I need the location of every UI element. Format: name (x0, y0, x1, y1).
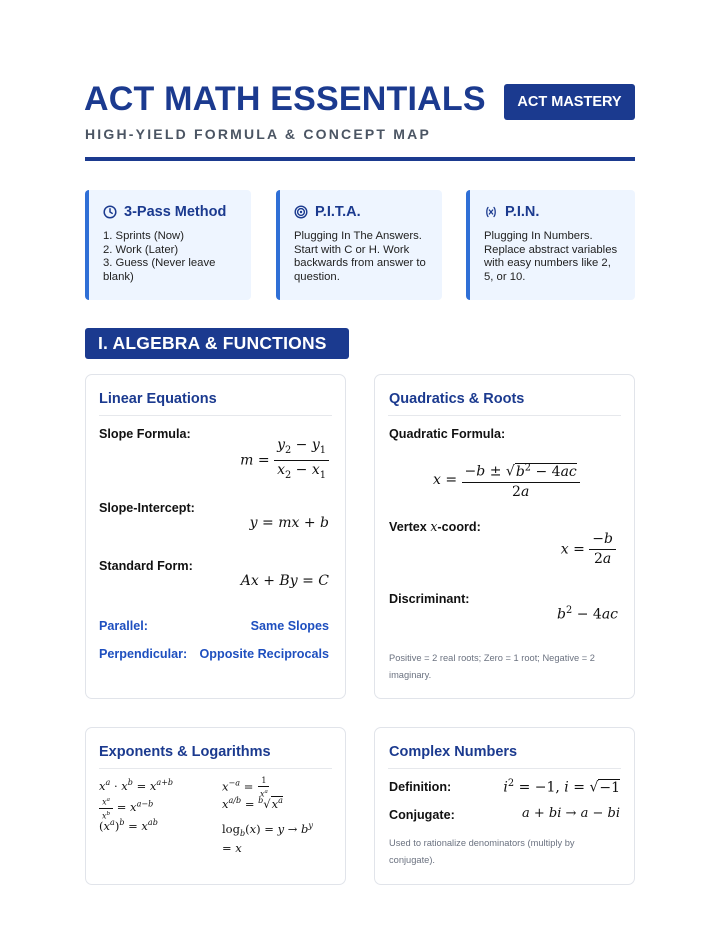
tip-body: 1. Sprints (Now) 2. Work (Later) 3. Guess (Never leave blank) (103, 230, 216, 283)
tip-title: 3-Pass Method (124, 204, 227, 220)
card-title: Quadratics & Roots (389, 391, 525, 407)
rational-exponent-formula: $x^{a/b} = ^b√x^a$ (222, 796, 283, 811)
tip-body: Plugging In The Answers. Start with C or H. Work backwards from answer to question. (294, 230, 426, 283)
standard-form-formula: Ax + By = C (240, 573, 329, 589)
linear-equations-card (85, 374, 346, 699)
page-subtitle: HIGH-YIELD FORMULA & CONCEPT MAP (85, 126, 431, 142)
quadratic-formula-label: Quadratic Formula: (389, 427, 506, 441)
slope-intercept-formula: y = mx + b (249, 515, 329, 531)
act-mastery-badge: ACT MASTERY (504, 84, 635, 120)
negative-exponent-formula: $x^{-a}$ = $\frac{1}{x^a}$ (222, 776, 268, 799)
exponents-logarithms-card (85, 727, 346, 885)
power-rule-formula: $(x^a)^b = x^{ab}$ (99, 818, 158, 833)
standard-form-label: Standard Form: (99, 559, 193, 573)
conjugate-formula: a + bi → a − bi (522, 806, 620, 821)
card-divider (388, 415, 621, 416)
product-rule-formula: $x^a \cdot x^b = x^{a+b}$ (99, 778, 174, 793)
definition-label: Definition: (389, 780, 452, 794)
header-divider (85, 157, 635, 161)
parallel-label: Parallel: (99, 619, 149, 633)
complex-numbers-card (374, 727, 635, 885)
page-title: ACT MATH ESSENTIALS (84, 80, 486, 118)
card-divider (99, 415, 332, 416)
card-title: Exponents & Logarithms (99, 744, 271, 760)
tip-card-3-pass (85, 190, 251, 300)
tip-card-pin (466, 190, 635, 300)
definition-formula: $i^2 = -1$, i = √−1 (503, 778, 620, 796)
clock-icon (103, 205, 117, 219)
quotient-rule-formula: $\frac{x^a}{x^b}$ = $x^{a-b}$ (99, 796, 153, 820)
tip-card-pita (276, 190, 442, 300)
card-divider (388, 768, 621, 769)
section-header-algebra: I. ALGEBRA & FUNCTIONS (85, 328, 349, 359)
perpendicular-label: Perpendicular: (99, 647, 188, 661)
slope-formula-label: Slope Formula: (99, 427, 191, 441)
card-divider (99, 768, 332, 769)
tip-body: Plugging In Numbers. Replace abstract variables with easy numbers like 2, 5, or 10. (484, 230, 618, 283)
perpendicular-value: Opposite Reciprocals (199, 647, 329, 661)
card-title: Complex Numbers (389, 744, 518, 760)
discriminant-note: Positive = 2 real roots; Zero = 1 root; Negative = 2 imaginary. (389, 653, 595, 680)
conjugate-label: Conjugate: (389, 808, 455, 822)
variable-icon (484, 205, 498, 219)
card-title: Linear Equations (99, 391, 217, 407)
slope-formula: m = $\frac{y_2 - y_1}{x_2 - x_1}$ (240, 437, 329, 484)
conjugate-note: Used to rationalize denominators (multiply by conjugate). (389, 838, 575, 865)
quadratics-card (374, 374, 635, 699)
discriminant-formula: $b^2 - 4ac$ (557, 605, 618, 623)
tip-title: P.I.N. (505, 204, 540, 220)
discriminant-label: Discriminant: (389, 592, 470, 606)
vertex-formula: x = $\frac{-b}{2a}$ (561, 531, 616, 568)
parallel-value: Same Slopes (250, 619, 329, 633)
logarithm-definition-formula: $\log_b(x) = y \to b^y$ = x (222, 821, 313, 856)
vertex-label: Vertex x-coord: (389, 519, 481, 534)
slope-intercept-label: Slope-Intercept: (99, 501, 195, 515)
tip-title: P.I.T.A. (315, 204, 361, 220)
target-icon (294, 205, 308, 219)
quadratic-formula: x = $\frac{-b \pm √b^2 - 4ac}{2a}$ (433, 459, 580, 501)
